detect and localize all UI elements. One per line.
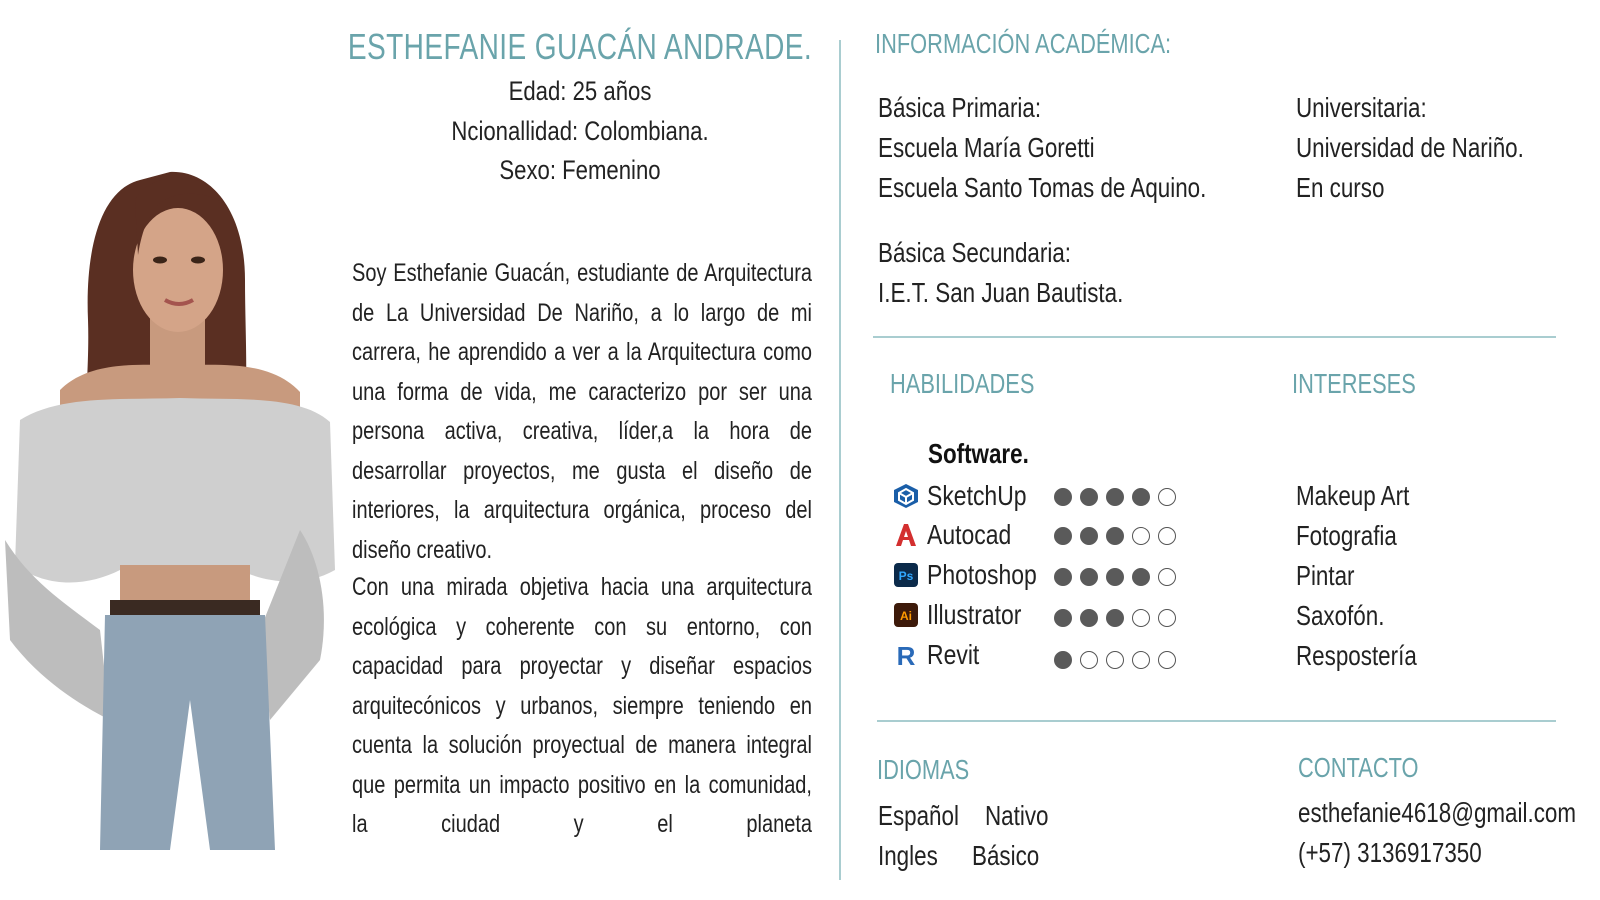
rating-dot-filled	[1080, 488, 1098, 506]
university-status: En curso	[1296, 172, 1385, 203]
rating-dot-empty	[1158, 527, 1176, 545]
horizontal-divider-1	[873, 336, 1556, 338]
bio-paragraph-1: Soy Esthefanie Guacán, estudiante de Arquitectura de La Universidad De Nariño, a lo largo de mi carrera, he aprendido a ver a la Arquitectura como una forma de vida, me caracterizo por ser una persona activa, creativa, líder,a la hora de desarrollar proyectos, me gusta el diseño de interiores, la arquitectura orgánica, proceso del diseño creativo.	[352, 259, 812, 564]
software-subtitle: Software.	[928, 438, 1029, 469]
primary-school-2: Escuela Santo Tomas de Aquino.	[878, 172, 1207, 203]
interest-item: Fotografia	[1296, 520, 1397, 551]
academic-title: INFORMACIÓN ACADÉMICA:	[875, 28, 1172, 59]
rating-dot-empty	[1158, 651, 1176, 669]
rating-dot-empty	[1132, 651, 1150, 669]
rating-dot-empty	[1106, 651, 1124, 669]
horizontal-divider-2	[877, 720, 1556, 722]
sex-text: Sexo: Femenino	[499, 155, 661, 185]
rating-dot-filled	[1106, 488, 1124, 506]
rating-dot-empty	[1132, 527, 1150, 545]
language-name: Español	[878, 800, 959, 831]
skill-rating-revit	[1054, 651, 1176, 669]
interest-item: Respostería	[1296, 640, 1417, 671]
interest-item: Makeup Art	[1296, 480, 1410, 511]
skill-rating-autocad	[1054, 527, 1176, 545]
skill-label: Photoshop	[927, 559, 1037, 590]
rating-dot-filled	[1080, 609, 1098, 627]
contact-email[interactable]: esthefanie4618@gmail.com	[1298, 797, 1577, 828]
skills-title: HABILIDADES	[890, 368, 1035, 399]
rating-dot-empty	[1158, 609, 1176, 627]
interest-item: Pintar	[1296, 560, 1355, 591]
svg-text:Ps: Ps	[898, 569, 914, 583]
nationality-text: Ncionallidad: Colombiana.	[451, 116, 709, 146]
language-name: Ingles	[878, 840, 938, 871]
rating-dot-empty	[1158, 488, 1176, 506]
interest-item: Saxofón.	[1296, 600, 1385, 631]
rating-dot-empty	[1132, 609, 1150, 627]
svg-text:R: R	[896, 642, 916, 668]
rating-dot-filled	[1106, 568, 1124, 586]
skill-row-sketchup	[893, 479, 1077, 513]
photoshop-icon	[893, 562, 919, 588]
age-text: Edad: 25 años	[508, 76, 652, 106]
profile-photo	[0, 160, 335, 850]
skill-rating-illustrator	[1054, 609, 1176, 627]
sketchup-icon	[893, 483, 919, 509]
primary-title: Básica Primaria:	[878, 92, 1042, 123]
bio-paragraph-2: Con una mirada objetiva hacia una arquitectura ecológica y coherente con su entorno, con capacidad para proyectar y diseñar espacios arquitecónicos y urbanos, siempre teniendo en cuenta la solución proyectual de manera integral que permita un impacto positivo en la comunidad, la ciudad y el planeta	[352, 573, 812, 838]
interests-title: INTERESES	[1292, 368, 1416, 399]
secondary-school-1: I.E.T. San Juan Bautista.	[878, 277, 1124, 308]
revit-icon	[893, 642, 919, 668]
vertical-divider	[839, 40, 841, 880]
primary-school-1: Escuela María Goretti	[878, 132, 1095, 163]
rating-dot-filled	[1080, 568, 1098, 586]
illustrator-icon	[893, 602, 919, 628]
autocad-icon	[893, 522, 919, 548]
rating-dot-filled	[1054, 527, 1072, 545]
rating-dot-filled	[1054, 568, 1072, 586]
skill-label: SketchUp	[927, 480, 1027, 511]
university-title: Universitaria:	[1296, 92, 1427, 123]
languages-title: IDIOMAS	[877, 754, 970, 785]
contact-title: CONTACTO	[1298, 752, 1419, 783]
rating-dot-filled	[1080, 527, 1098, 545]
contact-phone[interactable]: (+57) 3136917350	[1298, 837, 1482, 868]
secondary-title: Básica Secundaria:	[878, 237, 1072, 268]
skill-rating-sketchup	[1054, 488, 1176, 506]
rating-dot-filled	[1106, 609, 1124, 627]
skill-label: Revit	[927, 639, 980, 670]
rating-dot-filled	[1132, 488, 1150, 506]
skill-row-autocad	[893, 518, 1077, 552]
rating-dot-filled	[1106, 527, 1124, 545]
rating-dot-filled	[1054, 609, 1072, 627]
rating-dot-filled	[1132, 568, 1150, 586]
university-name: Universidad de Nariño.	[1296, 132, 1524, 163]
skill-label: Autocad	[927, 519, 1012, 550]
skill-row-revit	[893, 638, 1077, 672]
rating-dot-empty	[1158, 568, 1176, 586]
skill-row-illustrator	[893, 598, 1077, 632]
rating-dot-filled	[1054, 488, 1072, 506]
skill-row-photoshop	[893, 558, 1077, 592]
skill-rating-photoshop	[1054, 568, 1176, 586]
language-level: Nativo	[985, 800, 1049, 831]
rating-dot-filled	[1054, 651, 1072, 669]
language-level: Básico	[972, 840, 1040, 871]
svg-text:Ai: Ai	[900, 609, 912, 623]
person-name: ESTHEFANIE GUACÁN ANDRADE.	[347, 26, 813, 67]
rating-dot-empty	[1080, 651, 1098, 669]
skill-label: Illustrator	[927, 599, 1022, 630]
